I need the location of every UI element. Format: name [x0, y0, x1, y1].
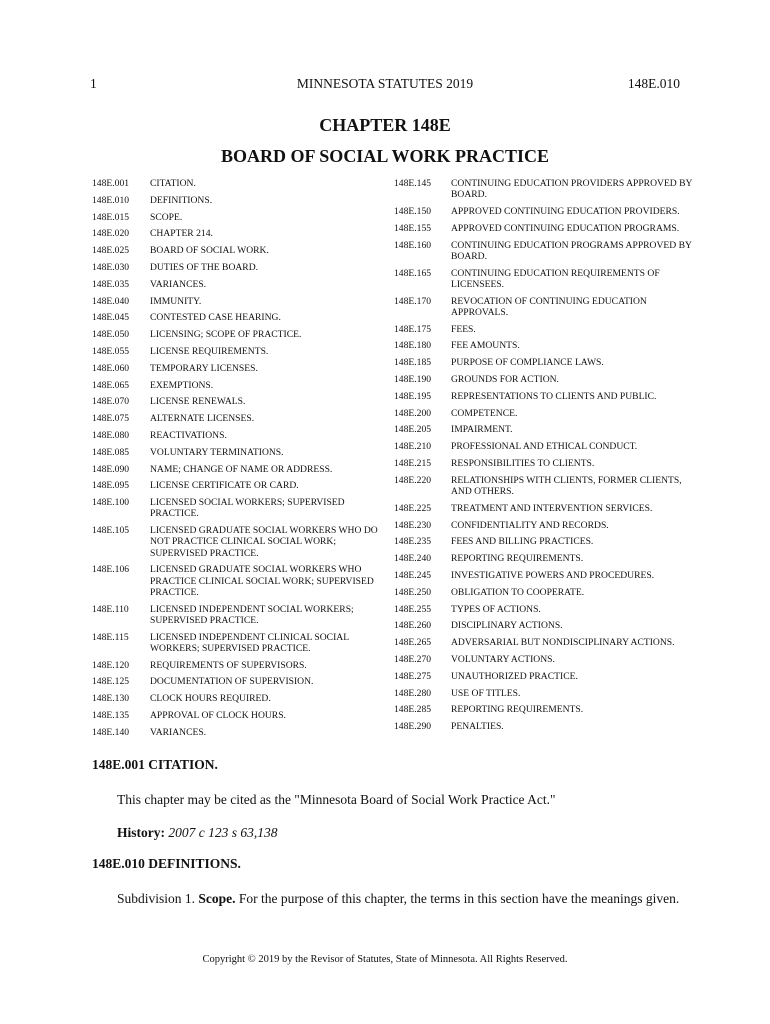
- toc-entry: [92, 676, 384, 687]
- toc-entry: [394, 178, 694, 200]
- toc-section-title: REPRESENTATIONS TO CLIENTS AND PUBLIC.: [451, 390, 657, 402]
- toc-section-number: 148E.170: [394, 295, 432, 307]
- toc-section-number: 148E.106: [92, 564, 130, 576]
- toc-entry: [394, 424, 694, 435]
- toc-section-title: LICENSED INDEPENDENT CLINICAL SOCIAL WORKERS; SUPERVISED PRACTICE.: [150, 631, 349, 654]
- toc-entry: [92, 660, 384, 671]
- toc-entry: [92, 245, 384, 256]
- toc-entry: [92, 212, 384, 223]
- toc-section-title: DUTIES OF THE BOARD.: [150, 261, 259, 273]
- toc-section-title: CONFIDENTIALITY AND RECORDS.: [451, 519, 609, 531]
- toc-section-title: CONTINUING EDUCATION PROGRAMS APPROVED BY BOARD.: [451, 239, 692, 262]
- toc-section-number: 148E.135: [92, 709, 130, 721]
- toc-section-number: 148E.195: [394, 390, 432, 402]
- toc-section-title: LICENSE CERTIFICATE OR CARD.: [150, 480, 299, 492]
- toc-entry: [394, 475, 694, 497]
- toc-section-title: CONTINUING EDUCATION PROVIDERS APPROVED BY BOARD.: [451, 178, 693, 201]
- toc-entry: [92, 396, 384, 407]
- toc-entry: [394, 704, 694, 715]
- toc-section-number: 148E.130: [92, 693, 130, 705]
- toc-section-number: 148E.045: [92, 312, 130, 324]
- toc-section-title: CONTESTED CASE HEARING.: [150, 312, 281, 324]
- toc-entry: [394, 296, 694, 318]
- toc-entry: [92, 178, 384, 189]
- toc-section-title: REACTIVATIONS.: [150, 429, 227, 441]
- subdivision-label: Scope.: [198, 891, 236, 906]
- toc-entry: [394, 671, 694, 682]
- toc-entry: [394, 441, 694, 452]
- toc-section-title: BOARD OF SOCIAL WORK.: [150, 245, 269, 257]
- toc-entry: [394, 340, 694, 351]
- toc-section-number: 148E.155: [394, 222, 432, 234]
- toc-section-number: 148E.035: [92, 278, 130, 290]
- toc-section-title: VOLUNTARY TERMINATIONS.: [150, 446, 284, 458]
- toc-entry: [394, 408, 694, 419]
- toc-section-number: 148E.255: [394, 603, 432, 615]
- toc-section-title: REPORTING REQUIREMENTS.: [451, 553, 584, 565]
- toc-section-title: TYPES OF ACTIONS.: [451, 603, 541, 615]
- toc-section-number: 148E.001: [92, 178, 130, 189]
- toc-section-title: UNAUTHORIZED PRACTICE.: [451, 670, 578, 682]
- toc-section-number: 148E.140: [92, 726, 130, 738]
- toc-section-title: USE OF TITLES.: [451, 687, 521, 699]
- toc-entry: [92, 480, 384, 491]
- toc-entry: [92, 464, 384, 475]
- toc-section-title: LICENSED GRADUATE SOCIAL WORKERS WHO DO NOT PRACTICE CLINICAL SOCIAL WORK; SUPERVISED PRACTICE.: [150, 525, 378, 559]
- toc-entry: [394, 604, 694, 615]
- toc-section-number: 148E.185: [394, 357, 432, 369]
- running-header-section: 148E.010: [627, 76, 680, 91]
- toc-section-title: VARIANCES.: [150, 278, 207, 290]
- toc-section-title: REPORTING REQUIREMENTS.: [451, 704, 584, 716]
- toc-entry: [394, 721, 694, 732]
- toc-entry: [92, 363, 384, 374]
- toc-section-number: 148E.095: [92, 480, 130, 492]
- toc-section-title: CHAPTER 214.: [150, 228, 213, 240]
- toc-section-number: 148E.060: [92, 362, 130, 374]
- toc-section-title: PENALTIES.: [451, 721, 504, 733]
- toc-section-number: 148E.275: [394, 670, 432, 682]
- toc-entry: [394, 223, 694, 234]
- toc-section-number: 148E.280: [394, 687, 432, 699]
- toc-entry: [92, 279, 384, 290]
- toc-section-number: 148E.235: [394, 536, 432, 548]
- toc-section-number: 148E.050: [92, 329, 130, 341]
- toc-section-number: 148E.250: [394, 586, 432, 598]
- toc-section-title: FEES AND BILLING PRACTICES.: [451, 536, 594, 548]
- toc-section-title: IMMUNITY.: [150, 295, 202, 307]
- toc-entry: [92, 525, 384, 559]
- toc-section-title: APPROVED CONTINUING EDUCATION PROGRAMS.: [451, 222, 680, 234]
- toc-entry: [394, 503, 694, 514]
- toc-section-title: CITATION.: [150, 178, 196, 189]
- running-header-title: MINNESOTA STATUTES 2019: [296, 76, 474, 91]
- toc-entry: [394, 324, 694, 335]
- toc-entry: [394, 570, 694, 581]
- toc-section-title: VARIANCES.: [150, 726, 207, 738]
- toc-entry: [92, 710, 384, 721]
- toc-section-number: 148E.160: [394, 239, 432, 251]
- toc-section-title: LICENSE RENEWALS.: [150, 396, 246, 408]
- toc-section-title: TEMPORARY LICENSES.: [150, 362, 258, 374]
- toc-section-title: PROFESSIONAL AND ETHICAL CONDUCT.: [451, 441, 638, 453]
- toc-section-title: INVESTIGATIVE POWERS AND PROCEDURES.: [451, 569, 655, 581]
- toc-entry: [92, 228, 384, 239]
- toc-section-number: 148E.040: [92, 295, 130, 307]
- toc-entry: [92, 604, 384, 626]
- toc-entry: [92, 497, 384, 519]
- toc-entry: [394, 620, 694, 631]
- citation-paragraph: This chapter may be cited as the "Minnesota Board of Social Work Practice Act.": [117, 792, 556, 807]
- toc-section-title: COMPETENCE.: [451, 407, 518, 419]
- toc-section-title: SCOPE.: [150, 211, 183, 223]
- toc-section-number: 148E.105: [92, 525, 130, 537]
- toc-entry: [92, 346, 384, 357]
- toc-section-title: GROUNDS FOR ACTION.: [451, 373, 559, 385]
- toc-entry: [394, 520, 694, 531]
- toc-section-number: 148E.220: [394, 474, 432, 486]
- toc-section-title: VOLUNTARY ACTIONS.: [451, 653, 555, 665]
- toc-entry: [394, 637, 694, 648]
- toc-entry: [92, 195, 384, 206]
- toc-entry: [394, 688, 694, 699]
- section-heading-citation: 148E.001 CITATION.: [92, 757, 218, 772]
- toc-section-title: DISCIPLINARY ACTIONS.: [451, 620, 563, 632]
- toc-section-number: 148E.290: [394, 721, 432, 733]
- toc-section-number: 148E.190: [394, 373, 432, 385]
- toc-section-title: LICENSED SOCIAL WORKERS; SUPERVISED PRACTICE.: [150, 497, 345, 520]
- toc-entry: [394, 536, 694, 547]
- toc-section-title: REVOCATION OF CONTINUING EDUCATION APPROVALS.: [451, 295, 647, 318]
- toc-section-number: 148E.075: [92, 413, 130, 425]
- toc-section-number: 148E.265: [394, 637, 432, 649]
- toc-section-title: LICENSING; SCOPE OF PRACTICE.: [150, 329, 302, 341]
- toc-section-number: 148E.125: [92, 676, 130, 688]
- toc-section-title: ADVERSARIAL BUT NONDISCIPLINARY ACTIONS.: [451, 637, 675, 649]
- toc-section-number: 148E.055: [92, 345, 130, 357]
- toc-entry: [394, 654, 694, 665]
- toc-section-number: 148E.070: [92, 396, 130, 408]
- toc-section-number: 148E.245: [394, 569, 432, 581]
- toc-section-title: FEE AMOUNTS.: [451, 340, 520, 352]
- page-number: 1: [90, 76, 97, 91]
- toc-entry: [394, 587, 694, 598]
- toc-section-title: LICENSED INDEPENDENT SOCIAL WORKERS; SUPERVISED PRACTICE.: [150, 603, 354, 626]
- toc-entry: [394, 458, 694, 469]
- toc-section-number: 148E.205: [394, 424, 432, 436]
- section-heading-definitions: 148E.010 DEFINITIONS.: [92, 856, 241, 871]
- toc-section-number: 148E.210: [394, 441, 432, 453]
- chapter-subtitle: BOARD OF SOCIAL WORK PRACTICE: [220, 146, 550, 166]
- toc-section-number: 148E.100: [92, 497, 130, 509]
- toc-entry: [394, 240, 694, 262]
- subdivision-number: Subdivision 1.: [117, 891, 196, 906]
- toc-section-number: 148E.285: [394, 704, 432, 716]
- toc-section-number: 148E.240: [394, 553, 432, 565]
- toc-section-title: ALTERNATE LICENSES.: [150, 413, 255, 425]
- toc-section-number: 148E.270: [394, 653, 432, 665]
- toc-entry: [92, 564, 384, 598]
- toc-entry: [394, 391, 694, 402]
- toc-section-title: OBLIGATION TO COOPERATE.: [451, 586, 585, 598]
- toc-section-title: REQUIREMENTS OF SUPERVISORS.: [150, 659, 307, 671]
- toc-section-title: IMPAIRMENT.: [451, 424, 513, 436]
- history-note: [117, 824, 682, 841]
- toc-section-title: RELATIONSHIPS WITH CLIENTS, FORMER CLIENTS, AND OTHERS.: [451, 474, 682, 497]
- toc-entry: [394, 206, 694, 217]
- history-citation: 2007 c 123 s 63,138: [168, 825, 278, 840]
- toc-entry: [92, 632, 384, 654]
- toc-entry: [92, 447, 384, 458]
- toc-entry: [92, 312, 384, 323]
- toc-entry: [92, 380, 384, 391]
- toc-section-title: FEES.: [451, 323, 476, 335]
- toc-section-title: APPROVED CONTINUING EDUCATION PROVIDERS.: [451, 206, 680, 217]
- toc-section-number: 148E.225: [394, 502, 432, 514]
- toc-section-number: 148E.080: [92, 429, 130, 441]
- toc-section-number: 148E.175: [394, 323, 432, 335]
- toc-section-number: 148E.180: [394, 340, 432, 352]
- toc-section-number: 148E.150: [394, 206, 432, 217]
- toc-section-number: 148E.030: [92, 261, 130, 273]
- chapter-title: CHAPTER 148E: [319, 115, 451, 135]
- toc-entry: [394, 357, 694, 368]
- toc-section-title: EXEMPTIONS.: [150, 379, 214, 391]
- toc-section-number: 148E.260: [394, 620, 432, 632]
- toc-section-number: 148E.090: [92, 463, 130, 475]
- toc-section-number: 148E.230: [394, 519, 432, 531]
- toc-section-title: NAME; CHANGE OF NAME OR ADDRESS.: [150, 463, 333, 475]
- toc-entry: [92, 296, 384, 307]
- toc-section-title: PURPOSE OF COMPLIANCE LAWS.: [451, 357, 604, 369]
- toc-entry: [92, 693, 384, 704]
- toc-right-column: [394, 178, 694, 738]
- history-label: History:: [117, 825, 165, 840]
- toc-section-title: LICENSED GRADUATE SOCIAL WORKERS WHO PRACTICE CLINICAL SOCIAL WORK; SUPERVISED PRACTICE.: [150, 564, 374, 598]
- toc-entry: [92, 430, 384, 441]
- toc-section-title: CLOCK HOURS REQUIRED.: [150, 693, 271, 705]
- toc-section-number: 148E.115: [92, 631, 129, 643]
- toc-section-number: 148E.065: [92, 379, 130, 391]
- toc-section-title: CONTINUING EDUCATION REQUIREMENTS OF LICENSEES.: [451, 267, 660, 290]
- toc-section-title: TREATMENT AND INTERVENTION SERVICES.: [451, 502, 653, 514]
- subdivision-text: For the purpose of this chapter, the terms in this section have the meanings given.: [238, 891, 680, 906]
- toc-section-number: 148E.010: [92, 194, 130, 206]
- toc-section-number: 148E.120: [92, 659, 130, 671]
- running-header: [90, 76, 680, 94]
- toc-section-number: 148E.165: [394, 267, 432, 279]
- toc-section-number: 148E.215: [394, 457, 432, 469]
- toc-entry: [394, 268, 694, 290]
- toc-section-title: APPROVAL OF CLOCK HOURS.: [150, 709, 286, 721]
- toc-section-number: 148E.145: [394, 178, 432, 189]
- toc-entry: [394, 553, 694, 564]
- toc-entry: [92, 413, 384, 424]
- toc-section-number: 148E.015: [92, 211, 130, 223]
- toc-section-title: RESPONSIBILITIES TO CLIENTS.: [451, 457, 595, 469]
- copyright-footer: Copyright © 2019 by the Revisor of Statutes, State of Minnesota. All Rights Reserved.: [202, 954, 568, 965]
- toc-section-number: 148E.085: [92, 446, 130, 458]
- toc-section-number: 148E.025: [92, 245, 130, 257]
- toc-section-number: 148E.200: [394, 407, 432, 419]
- toc-entry: [92, 329, 384, 340]
- toc-entry: [394, 374, 694, 385]
- toc-section-number: 148E.110: [92, 603, 129, 615]
- toc-section-title: DOCUMENTATION OF SUPERVISION.: [150, 676, 314, 688]
- toc-entry: [92, 727, 384, 738]
- toc-section-number: 148E.020: [92, 228, 130, 240]
- toc-left-column: [92, 178, 384, 744]
- toc-section-title: DEFINITIONS.: [150, 194, 213, 206]
- toc-entry: [92, 262, 384, 273]
- toc-section-title: LICENSE REQUIREMENTS.: [150, 345, 269, 357]
- subdivision-1-paragraph: [117, 890, 682, 907]
